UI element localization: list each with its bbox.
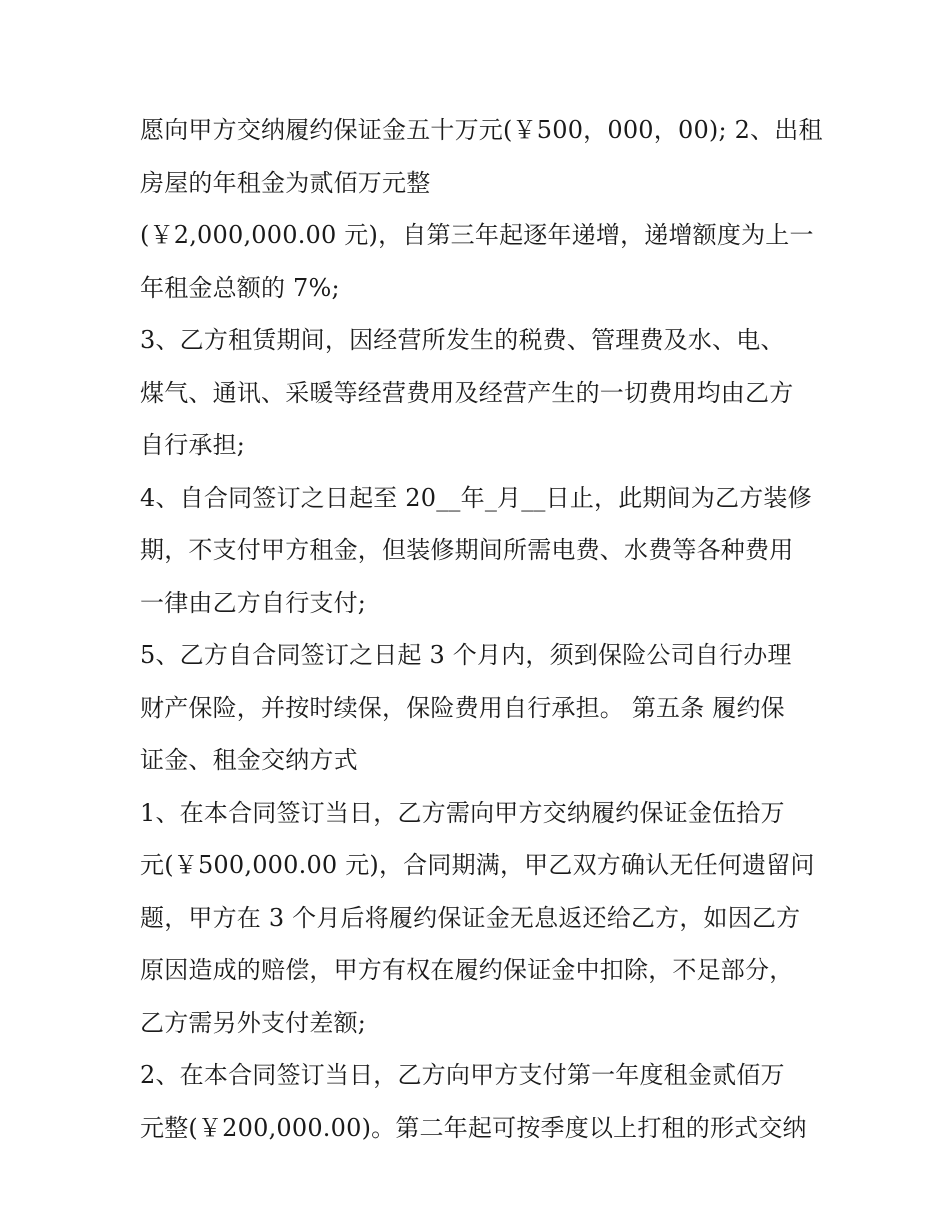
text-line: (￥2,000,000.00 元)，自第三年起逐年递增，递增额度为上一 xyxy=(140,221,814,249)
text-line: 原因造成的赔偿，甲方有权在履约保证金中扣除，不足部分， xyxy=(140,956,794,984)
text-line: 证金、租金交纳方式 xyxy=(140,746,358,774)
text-line: 期，不支付甲方租金，但装修期间所需电费、水费等各种费用 xyxy=(140,536,794,564)
text-line: 元(￥500,000.00 元)，合同期满，甲乙双方确认无任何遗留问 xyxy=(140,851,815,879)
text-line: 元整(￥200,000.00)。第二年起可按季度以上打租的形式交纳 xyxy=(140,1113,807,1142)
text-line: 房屋的年租金为贰佰万元整 xyxy=(140,168,431,197)
text-line: 5、乙方自合同签订之日起 3 个月内，须到保险公司自行办理 xyxy=(140,641,792,669)
text-line: 年租金总额的 7%; xyxy=(140,273,340,302)
text-line: 财产保险，并按时续保，保险费用自行承担。 第五条 履约保 xyxy=(140,693,785,722)
text-line: 一律由乙方自行支付; xyxy=(140,588,367,617)
text-line: 题，甲方在 3 个月后将履约保证金无息返还给乙方，如因乙方 xyxy=(140,903,801,932)
text-line: 自行承担; xyxy=(140,431,246,459)
text-line: 3、乙方租赁期间，因经营所发生的税费、管理费及水、电、 xyxy=(140,326,785,354)
text-line: 煤气、通讯、采暖等经营费用及经营产生的一切费用均由乙方 xyxy=(140,378,794,407)
text-line: 4、自合同签订之日起至 20__年_月__日止，此期间为乙方装修 xyxy=(140,483,812,512)
text-line: 愿向甲方交纳履约保证金五十万元(￥500，000，00); 2、出租 xyxy=(140,116,823,144)
contract-text xyxy=(140,104,823,1154)
text-line: 1、在本合同签订当日，乙方需向甲方交纳履约保证金伍拾万 xyxy=(140,798,785,827)
text-line: 2、在本合同签订当日，乙方向甲方支付第一年度租金贰佰万 xyxy=(140,1061,785,1089)
text-line: 乙方需另外支付差额; xyxy=(140,1008,367,1037)
